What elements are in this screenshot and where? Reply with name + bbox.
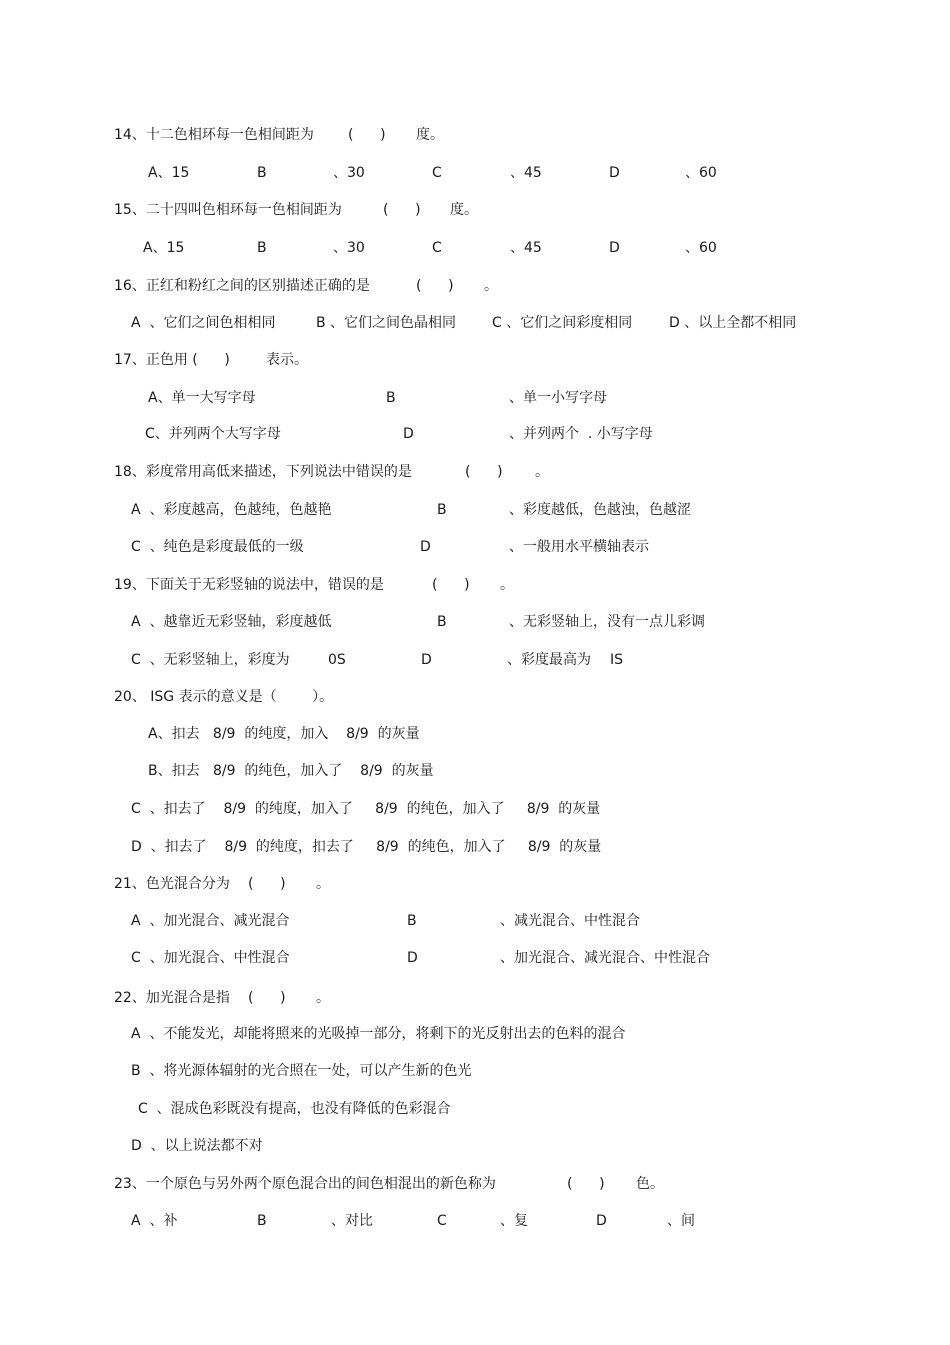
question-stem-text: ( ) [416,278,454,294]
question-stem-text: ( ) [383,202,421,218]
option-row-text: D [421,652,432,668]
option-row-text: 、一般用水平横轴表示 [509,539,649,555]
question-stem-text: 度。 [416,127,444,143]
option-row-text: C [437,1213,447,1229]
option-row-text: D [407,950,418,966]
option-row-text: C 、纯色是彩度最低的一级 [131,539,304,555]
option-row-text: D 、扣去了 8/9 的纯度，扣去了 8/9 的纯色，加入了 8/9 的灰量 [131,839,602,855]
question-stem-text: ( ) [248,990,286,1006]
question-stem-text: 23、一个原色与另外两个原色混合出的间色相混出的新色称为 [114,1176,496,1192]
question-stem-text: ( ) [432,577,470,593]
option-row-text: 、间 [667,1213,695,1229]
option-row-text: C 、无彩竖轴上，彩度为 [131,652,290,668]
option-row-text: A、扣去 8/9 的纯度，加入 8/9 的灰量 [148,726,420,742]
option-row-text: B [257,1213,267,1229]
question-stem-text: 色。 [636,1176,664,1192]
question-stem-text: 。 [316,876,330,892]
option-row-text: C [432,240,442,256]
question-stem-text: 表示。 [266,352,308,368]
option-row-text: D [403,426,414,442]
option-row-text: B [386,390,396,406]
option-row-text: A 、补 [131,1213,178,1229]
option-row-text: D 、以上全都不相同 [669,315,797,331]
option-row-text: A、15 [148,165,190,181]
option-row-text: B [257,165,267,181]
question-stem-text: 16、正红和粉红之间的区别描述正确的是 [114,278,370,294]
option-row-text: C 、扣去了 8/9 的纯度，加入了 8/9 的纯色，加入了 8/9 的灰量 [131,801,601,817]
question-stem-text: ( ) [567,1176,605,1192]
option-row-text: 、复 [500,1213,528,1229]
option-row-text: B [257,240,267,256]
question-stem-text: ( ) [348,127,386,143]
option-row-text: A 、它们之间色相相同 [131,315,276,331]
question-stem-text: ( ) [465,464,503,480]
question-stem-text: 18、彩度常用高低来描述，下列说法中错误的是 [114,464,412,480]
option-row-text: B 、它们之间色晶相同 [316,315,457,331]
option-row-text: 、60 [685,165,717,181]
option-row-text: IS [610,652,624,668]
option-row-text: A 、彩度越高，色越纯，色越艳 [131,502,332,518]
question-stem-text: 21、色光混合分为 [114,876,230,892]
option-row-text: 、并列两个 . 小写字母 [509,426,653,442]
option-row-text: C 、混成色彩既没有提高，也没有降低的色彩混合 [138,1101,451,1117]
option-row-text: 、30 [333,240,365,256]
option-row-text: 、减光混合、中性混合 [500,913,640,929]
question-stem-text: 。 [484,278,498,294]
option-row-text: A 、加光混合、减光混合 [131,913,290,929]
option-row-text: C 、它们之间彩度相同 [492,315,633,331]
option-row-text: A、单一大写字母 [148,390,256,406]
option-row-text: D 、以上说法都不对 [131,1138,263,1154]
question-stem-text: 。 [500,577,514,593]
question-stem-text: 度。 [450,202,478,218]
question-stem-text: ( ) [248,876,286,892]
option-row-text: C 、加光混合、中性混合 [131,950,290,966]
option-row-text: 、无彩竖轴上，没有一点儿彩调 [509,614,705,630]
option-row-text: D [609,240,620,256]
option-row-text: 、45 [510,165,542,181]
option-row-text: 、加光混合、减光混合、中性混合 [500,950,710,966]
question-stem-text: 22、加光混合是指 [114,990,230,1006]
option-row-text: D [609,165,620,181]
question-stem-text: 20、 ISG 表示的意义是（ ）。 [114,689,334,705]
question-stem-text: 17、正色用 ( ) [114,352,230,368]
option-row-text: 、60 [685,240,717,256]
question-stem-text: 15、二十四叫色相环每一色相间距为 [114,202,342,218]
option-row-text: 0S [328,652,346,668]
option-row-text: 、单一小写字母 [509,390,607,406]
option-row-text: B、扣去 8/9 的纯色，加入了 8/9 的灰量 [148,763,434,779]
option-row-text: B [407,913,417,929]
question-stem-text: 14、十二色相环每一色相间距为 [114,127,314,143]
option-row-text: 、彩度最高为 [507,652,591,668]
option-row-text: C [432,165,442,181]
option-row-text: A、15 [143,240,185,256]
question-stem-text: 。 [316,990,330,1006]
option-row-text: B [437,502,447,518]
option-row-text: 、30 [333,165,365,181]
option-row-text: 、对比 [331,1213,373,1229]
question-stem-text: 19、下面关于无彩竖轴的说法中，错误的是 [114,577,384,593]
option-row-text: 、45 [510,240,542,256]
option-row-text: A 、越靠近无彩竖轴，彩度越低 [131,614,332,630]
option-row-text: D [596,1213,607,1229]
option-row-text: C、并列两个大写字母 [145,426,281,442]
question-stem-text: 。 [535,464,549,480]
option-row-text: D [420,539,431,555]
option-row-text: B 、将光源体辐射的光合照在一处，可以产生新的色光 [131,1063,472,1079]
option-row-text: 、彩度越低，色越浊，色越涩 [509,502,691,518]
option-row-text: B [437,614,447,630]
option-row-text: A 、不能发光，却能将照来的光吸掉一部分，将剩下的光反射出去的色料的混合 [131,1026,626,1042]
